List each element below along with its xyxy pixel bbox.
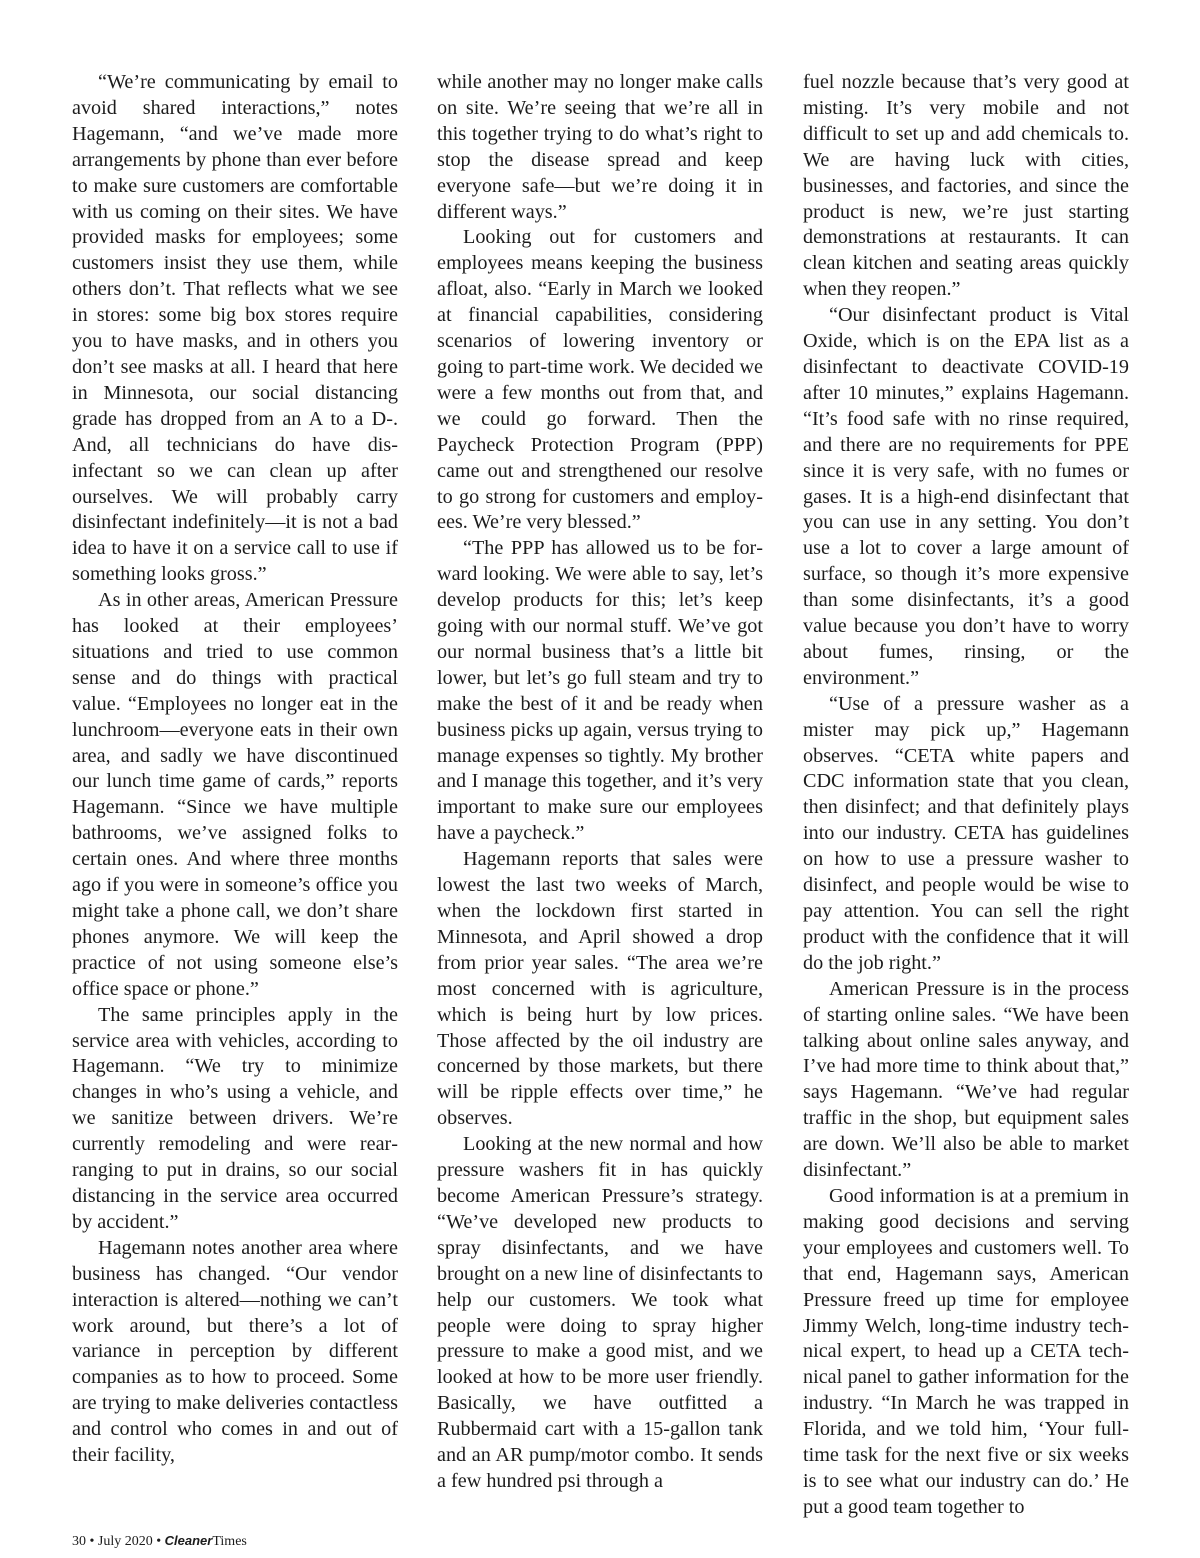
- paragraph: “We’re communicating by email to avoid shared interactions,” notes Hagemann, “and we’ve made more arrangements by phone than ever before to make sure customers are comfortable with us coming on their sites. We have provided masks for employees; some customers insist they use them, while others don’t. That reflects what we see in stores: some big box stores require you to have masks, and in others you don’t see masks at all. I heard that here in Minnesota, our social distancing grade has dropped from an A to a D-. And, all technicians do have disinfectant so we can clean up after ourselves. We will probably carry disinfectant indefinitely—it is not a bad idea to have it on a service call to use if something looks gross.”: [72, 71, 398, 586]
- paragraph: Good information is at a premium in making good decisions and serving your employees and customers well. To that end, Hagemann says, American Pressure freed up time for employee Jimmy Welch, long-time industry technical expert, to head up a CETA technical panel to gather information for the industry. “In March he was trapped in Florida, and we told him, ‘Your full-time task for the next five or six weeks is to see what our industry can do.’ He put a good team together to: [803, 1184, 1129, 1518]
- text-column-2: [437, 70, 763, 1495]
- paragraph: “Our disinfectant product is Vital Oxide, which is on the EPA list as a disinfectant to deactivate COVID-19 after 10 minutes,” explains Hagemann. “It’s food safe with no rinse required, and there are no requirements for PPE since it is very safe, with no fumes or gases. It is a high-end disinfectant that you can use in any setting. You don’t use a lot to cover a large amount of surface, so though it’s more expensive than some disinfectants, it’s a good value because you don’t have to worry about fumes, rinsing, or the environment.”: [803, 304, 1129, 689]
- text-column-1: [72, 70, 398, 1469]
- paragraph: As in other areas, American Pressure has looked at their employees’ situations and tried to use common sense and do things with practical value. “Employees no longer eat in the lunchroom—everyone eats in their own area, and sadly we have discontinued our lunch time game of cards,” reports Hagemann. “Since we have multiple bathrooms, we’ve assigned folks to certain ones. And where three months ago if you were in someone’s office you might take a phone call, we don’t share phones anymore. We will keep the practice of not using someone else’s office space or phone.”: [72, 589, 398, 1000]
- paragraph-continued: fuel nozzle because that’s very good at misting. It’s very mobile and not difficult to set up and add chemicals to. We are having luck with cities, businesses, and factories, and since the product is new, we’re just starting demonstrations at restaurants. It can clean kitchen and seating areas quickly when they reopen.”: [803, 71, 1129, 301]
- magazine-name-rest: Times: [212, 1534, 247, 1549]
- paragraph: Looking out for customers and employees means keeping the business afloat, also. “Early in March we looked at financial capabilities, considering scenarios of lowering inventory or going to part-time work. We decided we were a few months out from that, and we could go forward. Then the Paycheck Protection Program (PPP) came out and strengthened our resolve to go strong for customers and employees. We’re very blessed.”: [437, 226, 763, 534]
- paragraph: Hagemann reports that sales were lowest the last two weeks of March, when the lockdown first started in Minnesota, and April showed a drop from prior year sales. “The area we’re most concerned with is agriculture, which is being hurt by low prices. Those affected by the oil industry are concerned by those markets, but there will be ripple effects over time,” he observes.: [437, 848, 763, 1130]
- issue-date: July 2020: [97, 1534, 153, 1549]
- footer-bullet: •: [89, 1534, 95, 1549]
- text-column-3: [803, 70, 1129, 1521]
- paragraph: “Use of a pressure washer as a mister may pick up,” Hagemann observes. “CETA white papers and CDC information state that you clean, then disinfect; and that definitely plays into our industry. CETA has guidelines on how to use a pressure washer to disinfect, and people would be wise to pay attention. You can sell the right product with the confidence that it will do the job right.”: [803, 692, 1129, 974]
- page-footer: [72, 1533, 247, 1550]
- paragraph: Hagemann notes another area where business has changed. “Our vendor interaction is altered—nothing we can’t work around, but there’s a lot of variance in perception by different companies as to how to proceed. Some are trying to make deliveries contactless and control who comes in and out of their facility,: [72, 1236, 398, 1467]
- magazine-brand: Cleaner: [164, 1533, 213, 1548]
- paragraph: “The PPP has allowed us to be forward looking. We were able to say, let’s develop products for this; let’s keep going with our normal stuff. We’ve got our normal business that’s a little bit lower, but let’s go full steam and try to make the best of it and be ready when business picks up again, versus trying to manage expenses so tightly. My brother and I manage this together, and it’s very important to make sure our employees have a paycheck.”: [437, 537, 763, 845]
- paragraph: The same principles apply in the service area with vehicles, according to Hagemann. “We try to minimize changes in who’s using a vehicle, and we sanitize between drivers. We’re currently remodeling and were rearranging to put in drains, so our social distancing in the service area occurred by accident.”: [72, 1003, 398, 1233]
- page-number: 30: [72, 1534, 86, 1549]
- footer-bullet: •: [156, 1534, 162, 1549]
- paragraph-continued: while another may no longer make calls on site. We’re seeing that we’re all in this together trying to do what’s right to stop the disease spread and keep everyone safe—but we’re doing it in different ways.”: [437, 71, 763, 223]
- paragraph: American Pressure is in the process of starting online sales. “We have been talking about online sales anyway, and I’ve had more time to think about that,” says Hagemann. “We’ve had regular traffic in the shop, but equipment sales are down. We’ll also be able to market disinfectant.”: [803, 977, 1129, 1182]
- paragraph: Looking at the new normal and how pressure washers fit in has quickly become American Pressure’s strategy. “We’ve developed new products to spray disinfectants, and we have brought on a new line of disinfectants to help our customers. We took what people were doing to spray higher pressure to make a good mist, and we looked at how to be more user friendly. Basically, we have outfitted a Rubbermaid cart with a 15-gallon tank and an AR pump/motor combo. It sends a few hundred psi through a: [437, 1133, 763, 1492]
